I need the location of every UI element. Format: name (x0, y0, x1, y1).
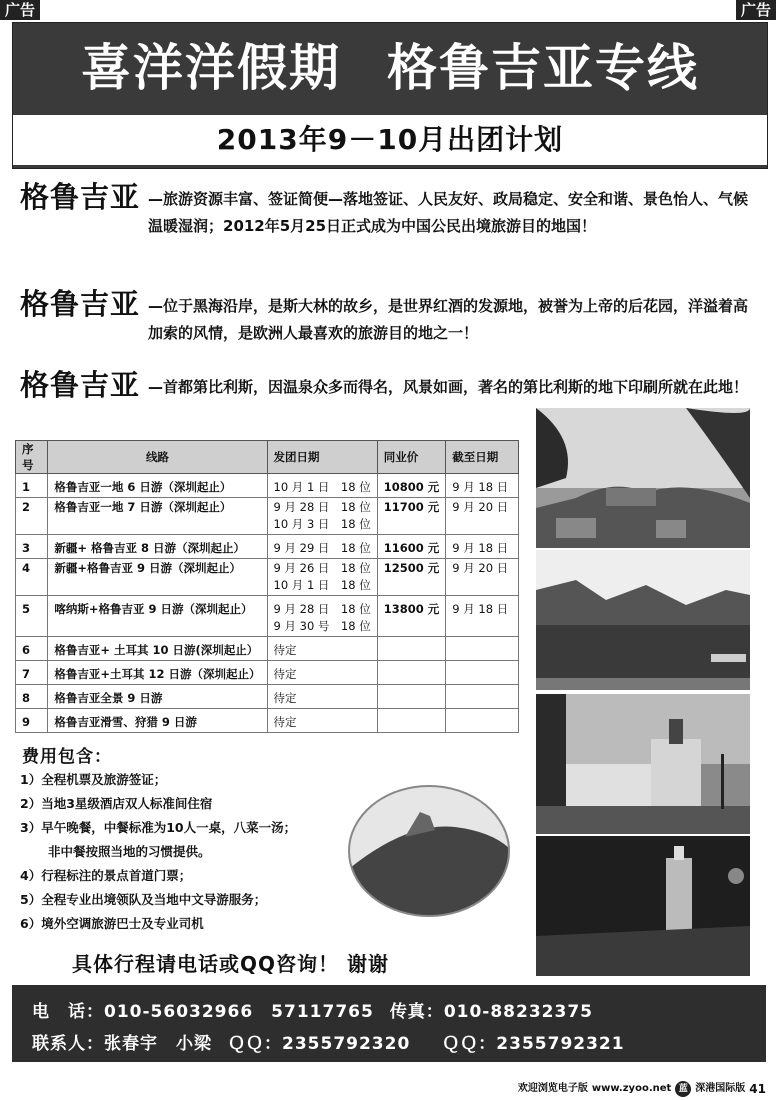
row-deadline: 9 月 20 日 (446, 498, 519, 535)
list-item: 2）当地3星级酒店双人标准间住宿 (20, 796, 213, 811)
row-price (377, 709, 446, 733)
row-deadline (446, 685, 519, 709)
table-row (16, 596, 519, 637)
person-label: 联系人： (32, 1034, 104, 1054)
row-no: 9 (16, 709, 48, 733)
list-item: 3）早午晚餐，中餐标准为10人一桌，八菜一汤； (20, 820, 297, 835)
row-route: 格鲁吉亚一地 6 日游（深圳起止） (48, 474, 267, 498)
row-date-line: 10 月 1 日 18 位 (273, 578, 371, 592)
header-subtitle-band (13, 115, 767, 165)
intro-text: —位于黑海沿岸，是斯大林的故乡，是世界红酒的发源地，被誉为上帝的后花园，洋溢着高加索的风情，是欧洲人最喜欢的旅游目的地之一！ (148, 297, 749, 342)
row-date-line: 待定 (273, 667, 297, 681)
row-route: 格鲁吉亚滑雪、狩猎 9 日游 (48, 709, 267, 733)
row-deadline: 9 月 18 日 (446, 596, 519, 637)
list-item: 4）行程标注的景点首道门票； (20, 868, 192, 883)
intro-text: —旅游资源丰富、签证简便—落地签证、人民友好、政局稳定、安全和谐、景色怡人、气候温暖湿润；2012年5月25日正式成为中国公民出境旅游目的地国！ (148, 190, 749, 235)
table-row (16, 474, 519, 498)
list-item: 5）全程专业出境领队及当地中文导游服务； (20, 892, 267, 907)
row-deadline: 9 月 18 日 (446, 474, 519, 498)
row-no: 5 (16, 596, 48, 637)
row-route: 新疆+格鲁吉亚 9 日游（深圳起止） (48, 559, 267, 596)
row-no: 4 (16, 559, 48, 596)
consult-notice: 具体行程请电话或QQ咨询！ 谢谢 (72, 952, 389, 976)
table-row (16, 498, 519, 535)
row-date (267, 709, 377, 733)
table-row (16, 709, 519, 733)
header-subtitle: 2013年9－10月出团计划 (216, 123, 564, 156)
page-number: 41 (749, 1082, 766, 1096)
page-footer (518, 1080, 766, 1098)
row-price: 12500 元 (377, 559, 446, 596)
row-date (267, 535, 377, 559)
qq-number-2: 2355792321 (496, 1034, 625, 1054)
header-route: 线路 (48, 441, 267, 474)
row-date-line: 9 月 29 日 18 位 (273, 541, 371, 555)
row-price: 11700 元 (377, 498, 446, 535)
routes-table (15, 440, 519, 733)
footer-edition: 深港国际版 (695, 1083, 746, 1094)
fees-list (20, 768, 296, 936)
list-item: 非中餐按照当地的习惯提供。 (48, 844, 211, 859)
row-route: 格鲁吉亚+ 土耳其 10 日游(深圳起止） (48, 637, 267, 661)
photo-column (536, 408, 750, 976)
row-route: 格鲁吉亚+土耳其 12 日游（深圳起止） (48, 661, 267, 685)
row-no: 3 (16, 535, 48, 559)
intro-text: —首都第比利斯，因温泉众多而得名，风景如画，著名的第比利斯的地下印刷所就在此地！ (148, 378, 749, 396)
header-banner (12, 22, 768, 169)
row-date (267, 637, 377, 661)
footer-browse: 欢迎浏览电子版 (517, 1083, 588, 1094)
row-date-line: 10 月 1 日 18 位 (273, 480, 371, 494)
footer-site: www.zyoo.net (591, 1083, 672, 1094)
row-date-line: 10 月 3 日 18 位 (273, 517, 371, 531)
table-row (16, 559, 519, 596)
row-deadline: 9 月 20 日 (446, 559, 519, 596)
row-route: 新疆+ 格鲁吉亚 8 日游（深圳起止） (48, 535, 267, 559)
table-row (16, 685, 519, 709)
photo-hillside-oval (345, 782, 513, 920)
row-date (267, 559, 377, 596)
header-date: 发团日期 (267, 441, 377, 474)
fax-number: 010-88232375 (443, 1002, 593, 1022)
qq-label-1: ＱＱ： (228, 1034, 282, 1054)
contact-bar (12, 985, 766, 1062)
row-price: 10800 元 (377, 474, 446, 498)
photo-city-night (536, 836, 750, 976)
ad-tag-left: 广告 (0, 0, 40, 20)
photo-monastery (536, 694, 750, 834)
row-no: 2 (16, 498, 48, 535)
footer-badge: 蓝 (675, 1081, 691, 1097)
photo-hill-village (536, 408, 750, 548)
row-date (267, 661, 377, 685)
row-price (377, 637, 446, 661)
row-price: 11600 元 (377, 535, 446, 559)
photo-mountain-lake (536, 550, 750, 690)
qq-label-2: ＱＱ： (442, 1034, 497, 1054)
row-date-line: 9 月 28 日 18 位 (273, 500, 371, 514)
intro-brand: 格鲁吉亚 (20, 180, 141, 214)
row-deadline (446, 661, 519, 685)
row-date-line: 待定 (273, 715, 297, 729)
phone-label: 电 话： (32, 1002, 104, 1022)
list-item: 6）境外空调旅游巴士及专业司机 (20, 916, 204, 931)
header-deadline: 截至日期 (446, 441, 519, 474)
row-no: 6 (16, 637, 48, 661)
header-title-part1: 喜洋洋假期 (81, 38, 341, 97)
row-no: 7 (16, 661, 48, 685)
row-deadline (446, 637, 519, 661)
row-date (267, 685, 377, 709)
row-price: 13800 元 (377, 596, 446, 637)
qq-number-1: 2355792320 (282, 1034, 411, 1054)
header-price: 同业价 (377, 441, 446, 474)
row-deadline: 9 月 18 日 (446, 535, 519, 559)
ad-tag-right: 广告 (736, 0, 776, 20)
table-row (16, 637, 519, 661)
fax-label: 传真： (389, 1002, 444, 1022)
header-no: 序号 (16, 441, 48, 474)
person-names: 张春宇 小梁 (104, 1034, 212, 1054)
row-no: 1 (16, 474, 48, 498)
header-title-part2: 格鲁吉亚专线 (387, 38, 699, 97)
header-title (13, 35, 767, 101)
row-date-line: 9 月 30 号 18 位 (273, 619, 371, 633)
row-date-line: 9 月 26 日 18 位 (273, 561, 371, 575)
row-route: 格鲁吉亚一地 7 日游（深圳起止） (48, 498, 267, 535)
row-deadline (446, 709, 519, 733)
row-date (267, 596, 377, 637)
fees-title: 费用包含： (22, 747, 112, 767)
contact-row-phone (32, 997, 593, 1022)
intro-brand: 格鲁吉亚 (20, 368, 141, 402)
row-price (377, 685, 446, 709)
row-no: 8 (16, 685, 48, 709)
list-item: 1）全程机票及旅游签证； (20, 772, 167, 787)
row-route: 格鲁吉亚全景 9 日游 (48, 685, 267, 709)
contact-row-person (32, 1029, 625, 1054)
row-date-line: 待定 (273, 691, 297, 705)
table-header-row (16, 441, 519, 474)
row-date-line: 9 月 28 日 18 位 (273, 602, 371, 616)
row-date (267, 498, 377, 535)
table-row (16, 535, 519, 559)
table-row (16, 661, 519, 685)
phone-numbers: 010-56032966 57117765 (104, 1002, 374, 1022)
intro-brand: 格鲁吉亚 (20, 287, 141, 321)
row-date (267, 474, 377, 498)
row-price (377, 661, 446, 685)
row-date-line: 待定 (273, 643, 297, 657)
row-route: 喀纳斯+格鲁吉亚 9 日游（深圳起止） (48, 596, 267, 637)
